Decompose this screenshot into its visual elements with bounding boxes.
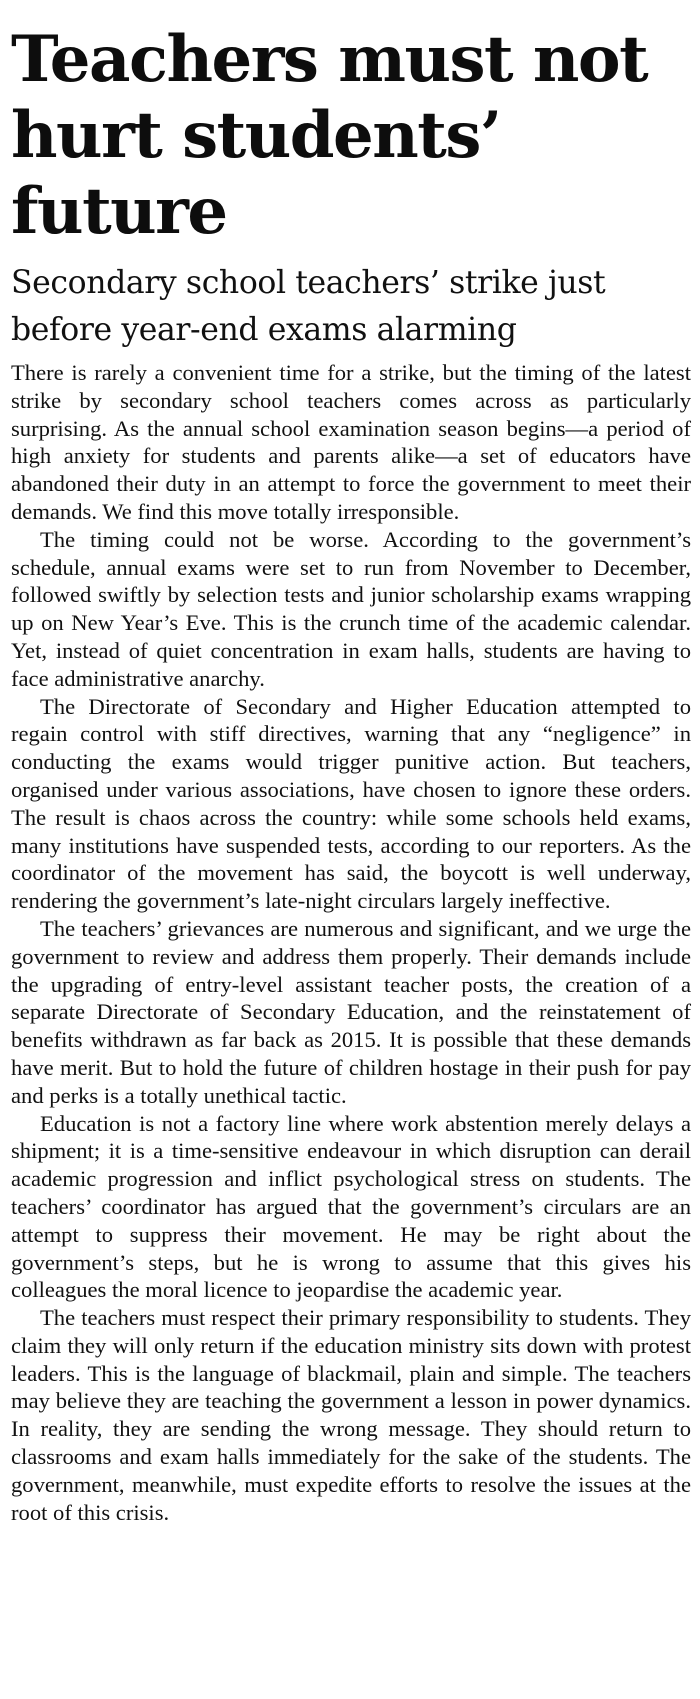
headline: Teachers must not hurt students’ future [11,22,648,249]
body-paragraph: The teachers must respect their primary responsibility to students. They claim they will only return if the education ministry sits down with protest leaders. This is the language of blackmail, plain and simple. The teachers may believe they are teaching the government a lesson in power dynamics. In reality, they are sending the wrong message. They should return to classrooms and exam halls immediately for the sake of the students. The government, meanwhile, must expedite efforts to resolve the issues at the root of this crisis. [11,1305,691,1525]
editorial-article [11,22,691,1526]
body-paragraph: Education is not a factory line where work abstention merely delays a shipment; it is a time-sensitive endeavour in which disruption can derail academic progression and inflict psychological stress on students. The teachers’ coordinator has argued that the government’s circulars are an attempt to suppress their movement. He may be right about the government’s steps, but he is wrong to assume that this gives his colleagues the moral licence to jeopardise the academic year. [11,1110,691,1303]
body-paragraph: The teachers’ grievances are numerous and significant, and we urge the government to review and address them properly. Their demands include the upgrading of entry-level assistant teacher posts, the creation of a separate Directorate of Secondary Education, and the reinstatement of benefits withdrawn as far back as 2015. It is possible that these demands have merit. But to hold the future of children hostage in their push for pay and perks is a totally unethical tactic. [11,915,691,1108]
subheadline: Secondary school teachers’ strike just before year-end exams alarming [11,265,606,348]
body-paragraph: The Directorate of Secondary and Higher Education attempted to regain control with stiff directives, warning that any “negligence” in conducting the exams would trigger punitive action. But teachers, organised under various associations, have chosen to ignore these orders. The result is chaos across the country: while some schools held exams, many institutions have suspended tests, according to our reporters. As the coordinator of the movement has said, the boycott is well underway, rendering the government’s late-night circulars largely ineffective. [11,693,691,914]
body-paragraph: There is rarely a convenient time for a strike, but the timing of the latest strike by secondary school teachers comes across as particularly surprising. As the annual school examination season begins—a period of high anxiety for students and parents alike—a set of educators have abandoned their duty in an attempt to force the government to meet their demands. We find this move totally irresponsible. [11,360,691,524]
body-paragraph: The timing could not be worse. According to the government’s schedule, annual exams were set to run from November to December, followed swiftly by selection tests and junior scholarship exams wrapping up on New Year’s Eve. This is the crunch time of the academic calendar. Yet, instead of quiet concentration in exam halls, students are having to face administrative anarchy. [11,526,691,691]
article-body [11,359,691,1526]
